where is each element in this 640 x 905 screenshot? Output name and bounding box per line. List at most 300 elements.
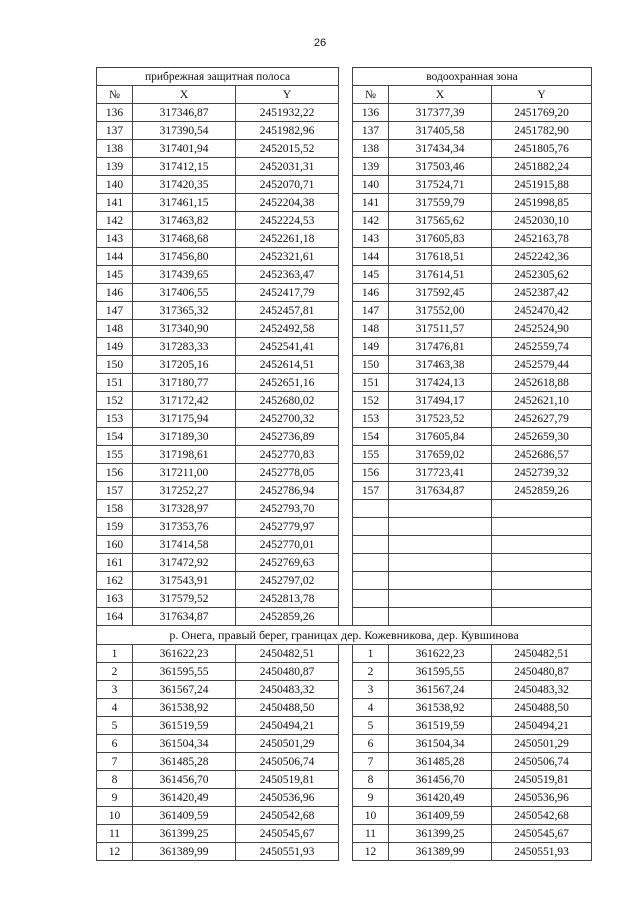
- shore-coord-y: 2452224,53: [236, 212, 339, 230]
- zone-coord-x: 317476,81: [389, 338, 492, 356]
- shore-coord-x: 317463,82: [133, 212, 236, 230]
- table-row: [97, 717, 592, 735]
- column-header-row: [97, 86, 592, 104]
- zone-coord-y: 2450480,87: [492, 663, 592, 681]
- shore-point-number: 149: [97, 338, 133, 356]
- shore-coord-y: 2452859,26: [236, 608, 339, 626]
- shore-coord-x: 317283,33: [133, 338, 236, 356]
- shore-coord-y: 2452778,05: [236, 464, 339, 482]
- table-row: [97, 735, 592, 753]
- column-gap: [339, 356, 353, 374]
- shore-coord-x: 361399,25: [133, 825, 236, 843]
- column-gap: [339, 536, 353, 554]
- zone-coord-y: 2451998,85: [492, 194, 592, 212]
- zone-coord-x: 317605,83: [389, 230, 492, 248]
- shore-coord-y: 2452417,79: [236, 284, 339, 302]
- zone-coord-y: 2452621,10: [492, 392, 592, 410]
- column-gap: [339, 753, 353, 771]
- zone-coord-y: [492, 536, 592, 554]
- zone-point-number: 143: [353, 230, 389, 248]
- page-number: 26: [313, 37, 327, 49]
- shore-coord-y: 2450483,32: [236, 681, 339, 699]
- shore-coord-x: 317472,92: [133, 554, 236, 572]
- shore-point-number: 138: [97, 140, 133, 158]
- zone-coord-y: 2452524,90: [492, 320, 592, 338]
- zone-coord-x: 317494,17: [389, 392, 492, 410]
- shore-coord-y: 2452736,89: [236, 428, 339, 446]
- table-row: [97, 212, 592, 230]
- column-gap: [339, 230, 353, 248]
- shore-coord-y: 2450506,74: [236, 753, 339, 771]
- column-gap: [339, 608, 353, 626]
- shore-point-number: 155: [97, 446, 133, 464]
- zone-coord-x: 317618,51: [389, 248, 492, 266]
- column-gap: [339, 194, 353, 212]
- shore-coord-y: 2450551,93: [236, 843, 339, 861]
- shore-point-number: 161: [97, 554, 133, 572]
- column-gap: [339, 428, 353, 446]
- zone-point-number: 150: [353, 356, 389, 374]
- shore-coord-x: 361456,70: [133, 771, 236, 789]
- shore-coord-x: 361538,92: [133, 699, 236, 717]
- column-gap: [339, 140, 353, 158]
- table-row: [97, 663, 592, 681]
- shore-coord-x: 361420,49: [133, 789, 236, 807]
- zone-coord-x: 317503,46: [389, 158, 492, 176]
- zone-coord-x: 361389,99: [389, 843, 492, 861]
- shore-coord-x: 361622,23: [133, 645, 236, 663]
- shore-coord-x: 361595,55: [133, 663, 236, 681]
- column-gap: [339, 104, 353, 122]
- shore-point-number: 5: [97, 717, 133, 735]
- section-title-row: [97, 626, 592, 645]
- shore-point-number: 164: [97, 608, 133, 626]
- zone-point-number: 136: [353, 104, 389, 122]
- shore-point-number: 140: [97, 176, 133, 194]
- column-gap: [339, 645, 353, 663]
- zone-point-number: 10: [353, 807, 389, 825]
- table-row: [97, 320, 592, 338]
- zone-coord-x: 317524,71: [389, 176, 492, 194]
- shore-coord-y: 2452797,02: [236, 572, 339, 590]
- shore-point-number: 2: [97, 663, 133, 681]
- zone-coord-x: [389, 554, 492, 572]
- header-y: Y: [236, 86, 339, 104]
- column-gap: [339, 554, 353, 572]
- zone-coord-x: 317552,00: [389, 302, 492, 320]
- coordinates-table-body: [97, 68, 592, 861]
- zone-coord-x: 317592,45: [389, 284, 492, 302]
- zone-coord-y: 2452659,30: [492, 428, 592, 446]
- zone-coord-x: 317605,84: [389, 428, 492, 446]
- shore-coord-x: 317414,58: [133, 536, 236, 554]
- column-gap: [339, 320, 353, 338]
- coordinates-table: [96, 67, 592, 861]
- shore-point-number: 144: [97, 248, 133, 266]
- zone-coord-y: 2452030,10: [492, 212, 592, 230]
- table-row: [97, 645, 592, 663]
- shore-point-number: 160: [97, 536, 133, 554]
- zone-coord-y: 2452242,36: [492, 248, 592, 266]
- zone-coord-y: 2451805,76: [492, 140, 592, 158]
- shore-point-number: 136: [97, 104, 133, 122]
- zone-coord-x: [389, 572, 492, 590]
- shore-coord-x: 317461,15: [133, 194, 236, 212]
- zone-point-number: 144: [353, 248, 389, 266]
- shore-point-number: 145: [97, 266, 133, 284]
- column-gap: [339, 699, 353, 717]
- shore-coord-x: 361567,24: [133, 681, 236, 699]
- zone-point-number: 147: [353, 302, 389, 320]
- shore-coord-x: 317543,91: [133, 572, 236, 590]
- shore-coord-y: 2452031,31: [236, 158, 339, 176]
- column-gap: [339, 482, 353, 500]
- table-row: [97, 392, 592, 410]
- table-row: [97, 608, 592, 626]
- zone-coord-x: 317723,41: [389, 464, 492, 482]
- zone-point-number: 6: [353, 735, 389, 753]
- zone-coord-x: 317434,34: [389, 140, 492, 158]
- table-row: [97, 464, 592, 482]
- zone-point-number: 154: [353, 428, 389, 446]
- zone-point-number: 4: [353, 699, 389, 717]
- zone-point-number: 138: [353, 140, 389, 158]
- shore-point-number: 152: [97, 392, 133, 410]
- column-gap: [339, 825, 353, 843]
- column-gap: [339, 248, 353, 266]
- table-row: [97, 500, 592, 518]
- table-row: [97, 771, 592, 789]
- table-row: [97, 789, 592, 807]
- zone-coord-y: 2452618,88: [492, 374, 592, 392]
- column-gap: [339, 681, 353, 699]
- shore-coord-y: 2451982,96: [236, 122, 339, 140]
- table-row: [97, 356, 592, 374]
- shore-coord-y: 2452614,51: [236, 356, 339, 374]
- column-gap: [339, 266, 353, 284]
- zone-point-number: [353, 554, 389, 572]
- shore-coord-x: 317634,87: [133, 608, 236, 626]
- shore-coord-x: 317420,35: [133, 176, 236, 194]
- header-number: №: [353, 86, 389, 104]
- zone-coord-y: 2452859,26: [492, 482, 592, 500]
- zone-coord-x: 317424,13: [389, 374, 492, 392]
- zone-coord-x: 317565,62: [389, 212, 492, 230]
- column-gap: [339, 338, 353, 356]
- zone-point-number: 152: [353, 392, 389, 410]
- zone-coord-x: 361595,55: [389, 663, 492, 681]
- shore-coord-y: 2450488,50: [236, 699, 339, 717]
- shore-point-number: 148: [97, 320, 133, 338]
- table-row: [97, 284, 592, 302]
- table-row: [97, 518, 592, 536]
- shore-point-number: 154: [97, 428, 133, 446]
- table-row: [97, 482, 592, 500]
- zone-coord-y: 2452627,79: [492, 410, 592, 428]
- column-gap: [339, 212, 353, 230]
- zone-coord-x: 317659,02: [389, 446, 492, 464]
- table-row: [97, 843, 592, 861]
- zone-coord-x: 317634,87: [389, 482, 492, 500]
- shore-point-number: 150: [97, 356, 133, 374]
- shore-coord-y: 2452457,81: [236, 302, 339, 320]
- table-row: [97, 428, 592, 446]
- shore-strip-title: прибрежная защитная полоса: [97, 68, 339, 86]
- zone-coord-x: 317559,79: [389, 194, 492, 212]
- shore-point-number: 7: [97, 753, 133, 771]
- zone-coord-y: 2450482,51: [492, 645, 592, 663]
- shore-point-number: 141: [97, 194, 133, 212]
- shore-point-number: 4: [97, 699, 133, 717]
- zone-point-number: 141: [353, 194, 389, 212]
- zone-coord-x: 317523,52: [389, 410, 492, 428]
- zone-point-number: 11: [353, 825, 389, 843]
- shore-point-number: 151: [97, 374, 133, 392]
- zone-coord-x: 317463,38: [389, 356, 492, 374]
- table-row: [97, 194, 592, 212]
- shore-coord-x: 317412,15: [133, 158, 236, 176]
- shore-coord-x: 317340,90: [133, 320, 236, 338]
- shore-coord-y: 2452813,78: [236, 590, 339, 608]
- shore-point-number: 8: [97, 771, 133, 789]
- table-row: [97, 122, 592, 140]
- shore-point-number: 139: [97, 158, 133, 176]
- shore-coord-x: 317346,87: [133, 104, 236, 122]
- shore-point-number: 153: [97, 410, 133, 428]
- shore-coord-y: 2452793,70: [236, 500, 339, 518]
- zone-coord-x: 361504,34: [389, 735, 492, 753]
- column-gap: [339, 446, 353, 464]
- zone-point-number: 148: [353, 320, 389, 338]
- shore-coord-y: 2450480,87: [236, 663, 339, 681]
- shore-coord-y: 2450501,29: [236, 735, 339, 753]
- shore-point-number: 156: [97, 464, 133, 482]
- column-gap: [339, 284, 353, 302]
- shore-coord-x: 317439,65: [133, 266, 236, 284]
- shore-coord-x: 361504,34: [133, 735, 236, 753]
- zone-point-number: 9: [353, 789, 389, 807]
- column-gap: [339, 374, 353, 392]
- shore-coord-y: 2452541,41: [236, 338, 339, 356]
- shore-point-number: 1: [97, 645, 133, 663]
- header-x: X: [389, 86, 492, 104]
- zone-point-number: 137: [353, 122, 389, 140]
- table-row: [97, 158, 592, 176]
- zone-coord-y: [492, 572, 592, 590]
- table-row: [97, 338, 592, 356]
- shore-point-number: 142: [97, 212, 133, 230]
- shore-coord-x: 361389,99: [133, 843, 236, 861]
- shore-coord-y: 2450494,21: [236, 717, 339, 735]
- zone-point-number: 12: [353, 843, 389, 861]
- shore-coord-x: 317211,00: [133, 464, 236, 482]
- shore-coord-y: 2452321,61: [236, 248, 339, 266]
- zone-point-number: 139: [353, 158, 389, 176]
- zone-coord-x: [389, 608, 492, 626]
- column-gap: [339, 843, 353, 861]
- shore-point-number: 159: [97, 518, 133, 536]
- shore-coord-x: 317175,94: [133, 410, 236, 428]
- zone-coord-x: [389, 536, 492, 554]
- zone-coord-x: [389, 518, 492, 536]
- column-gap: [339, 410, 353, 428]
- shore-coord-x: 361519,59: [133, 717, 236, 735]
- zone-point-number: [353, 518, 389, 536]
- zone-point-number: [353, 590, 389, 608]
- table-row: [97, 807, 592, 825]
- zone-coord-y: [492, 554, 592, 572]
- zone-point-number: 1: [353, 645, 389, 663]
- table-row: [97, 140, 592, 158]
- table-row: [97, 266, 592, 284]
- zone-point-number: 153: [353, 410, 389, 428]
- zone-coord-x: 361519,59: [389, 717, 492, 735]
- table-row: [97, 753, 592, 771]
- zone-point-number: [353, 500, 389, 518]
- shore-coord-y: 2452680,02: [236, 392, 339, 410]
- shore-point-number: 9: [97, 789, 133, 807]
- shore-coord-y: 2451932,22: [236, 104, 339, 122]
- shore-coord-y: 2450482,51: [236, 645, 339, 663]
- zone-title-row: [97, 68, 592, 86]
- zone-coord-x: [389, 500, 492, 518]
- zone-coord-y: 2452686,57: [492, 446, 592, 464]
- zone-coord-y: 2451782,90: [492, 122, 592, 140]
- zone-point-number: 146: [353, 284, 389, 302]
- shore-coord-x: 317390,54: [133, 122, 236, 140]
- shore-coord-x: 361485,28: [133, 753, 236, 771]
- shore-coord-y: 2452070,71: [236, 176, 339, 194]
- table-row: [97, 446, 592, 464]
- shore-point-number: 12: [97, 843, 133, 861]
- zone-coord-y: 2450545,67: [492, 825, 592, 843]
- zone-coord-y: 2452387,42: [492, 284, 592, 302]
- zone-point-number: 8: [353, 771, 389, 789]
- table-row: [97, 374, 592, 392]
- shore-coord-y: 2452651,16: [236, 374, 339, 392]
- column-gap: [339, 572, 353, 590]
- shore-coord-x: 317252,27: [133, 482, 236, 500]
- table-row: [97, 536, 592, 554]
- zone-coord-x: 317511,57: [389, 320, 492, 338]
- shore-coord-y: 2452700,32: [236, 410, 339, 428]
- header-x: X: [133, 86, 236, 104]
- section-title: р. Онега, правый берег, границах дер. Кожевникова, дер. Кувшинова: [97, 626, 592, 645]
- zone-point-number: 145: [353, 266, 389, 284]
- table-row: [97, 410, 592, 428]
- zone-coord-x: 361567,24: [389, 681, 492, 699]
- header-y: Y: [492, 86, 592, 104]
- shore-point-number: 158: [97, 500, 133, 518]
- zone-coord-y: 2450519,81: [492, 771, 592, 789]
- shore-coord-x: 317353,76: [133, 518, 236, 536]
- zone-coord-y: 2450551,93: [492, 843, 592, 861]
- table-row: [97, 248, 592, 266]
- zone-point-number: 155: [353, 446, 389, 464]
- zone-point-number: 2: [353, 663, 389, 681]
- zone-coord-y: 2452305,62: [492, 266, 592, 284]
- zone-point-number: [353, 536, 389, 554]
- shore-coord-y: 2452770,83: [236, 446, 339, 464]
- table-row: [97, 825, 592, 843]
- zone-point-number: 157: [353, 482, 389, 500]
- shore-coord-y: 2452770,01: [236, 536, 339, 554]
- zone-coord-y: [492, 590, 592, 608]
- table-row: [97, 572, 592, 590]
- water-zone-title: водоохранная зона: [353, 68, 592, 86]
- shore-coord-y: 2452261,18: [236, 230, 339, 248]
- column-gap: [339, 789, 353, 807]
- zone-coord-x: 361538,92: [389, 699, 492, 717]
- shore-point-number: 147: [97, 302, 133, 320]
- zone-coord-x: 361622,23: [389, 645, 492, 663]
- zone-coord-y: 2450483,32: [492, 681, 592, 699]
- zone-coord-x: 361456,70: [389, 771, 492, 789]
- table-row: [97, 590, 592, 608]
- zone-coord-y: 2452579,44: [492, 356, 592, 374]
- zone-coord-y: 2450488,50: [492, 699, 592, 717]
- column-gap: [339, 807, 353, 825]
- zone-point-number: [353, 572, 389, 590]
- header-number: №: [97, 86, 133, 104]
- table-row: [97, 176, 592, 194]
- zone-point-number: 156: [353, 464, 389, 482]
- shore-point-number: 137: [97, 122, 133, 140]
- column-gap: [339, 122, 353, 140]
- zone-coord-y: 2450494,21: [492, 717, 592, 735]
- shore-coord-x: 317172,42: [133, 392, 236, 410]
- column-gap: [339, 518, 353, 536]
- shore-point-number: 11: [97, 825, 133, 843]
- table-row: [97, 681, 592, 699]
- table-row: [97, 554, 592, 572]
- zone-point-number: 149: [353, 338, 389, 356]
- shore-point-number: 143: [97, 230, 133, 248]
- shore-coord-x: 317401,94: [133, 140, 236, 158]
- column-gap: [339, 464, 353, 482]
- zone-coord-y: 2450506,74: [492, 753, 592, 771]
- column-gap: [339, 771, 353, 789]
- column-gap: [339, 392, 353, 410]
- column-gap: [339, 590, 353, 608]
- table-row: [97, 104, 592, 122]
- zone-coord-y: 2452163,78: [492, 230, 592, 248]
- shore-coord-y: 2452492,58: [236, 320, 339, 338]
- shore-point-number: 3: [97, 681, 133, 699]
- table-row: [97, 230, 592, 248]
- column-gap: [339, 158, 353, 176]
- zone-point-number: 142: [353, 212, 389, 230]
- zone-coord-x: [389, 590, 492, 608]
- shore-coord-x: 317328,97: [133, 500, 236, 518]
- shore-coord-x: 317180,77: [133, 374, 236, 392]
- shore-coord-y: 2450542,68: [236, 807, 339, 825]
- shore-coord-y: 2452769,63: [236, 554, 339, 572]
- shore-point-number: 10: [97, 807, 133, 825]
- shore-point-number: 6: [97, 735, 133, 753]
- zone-coord-y: 2450542,68: [492, 807, 592, 825]
- shore-coord-x: 361409,59: [133, 807, 236, 825]
- shore-coord-x: 317205,16: [133, 356, 236, 374]
- zone-point-number: 151: [353, 374, 389, 392]
- table-row: [97, 699, 592, 717]
- zone-coord-x: 361485,28: [389, 753, 492, 771]
- shore-coord-y: 2452779,97: [236, 518, 339, 536]
- zone-point-number: 7: [353, 753, 389, 771]
- shore-point-number: 157: [97, 482, 133, 500]
- shore-point-number: 163: [97, 590, 133, 608]
- column-gap: [339, 86, 353, 104]
